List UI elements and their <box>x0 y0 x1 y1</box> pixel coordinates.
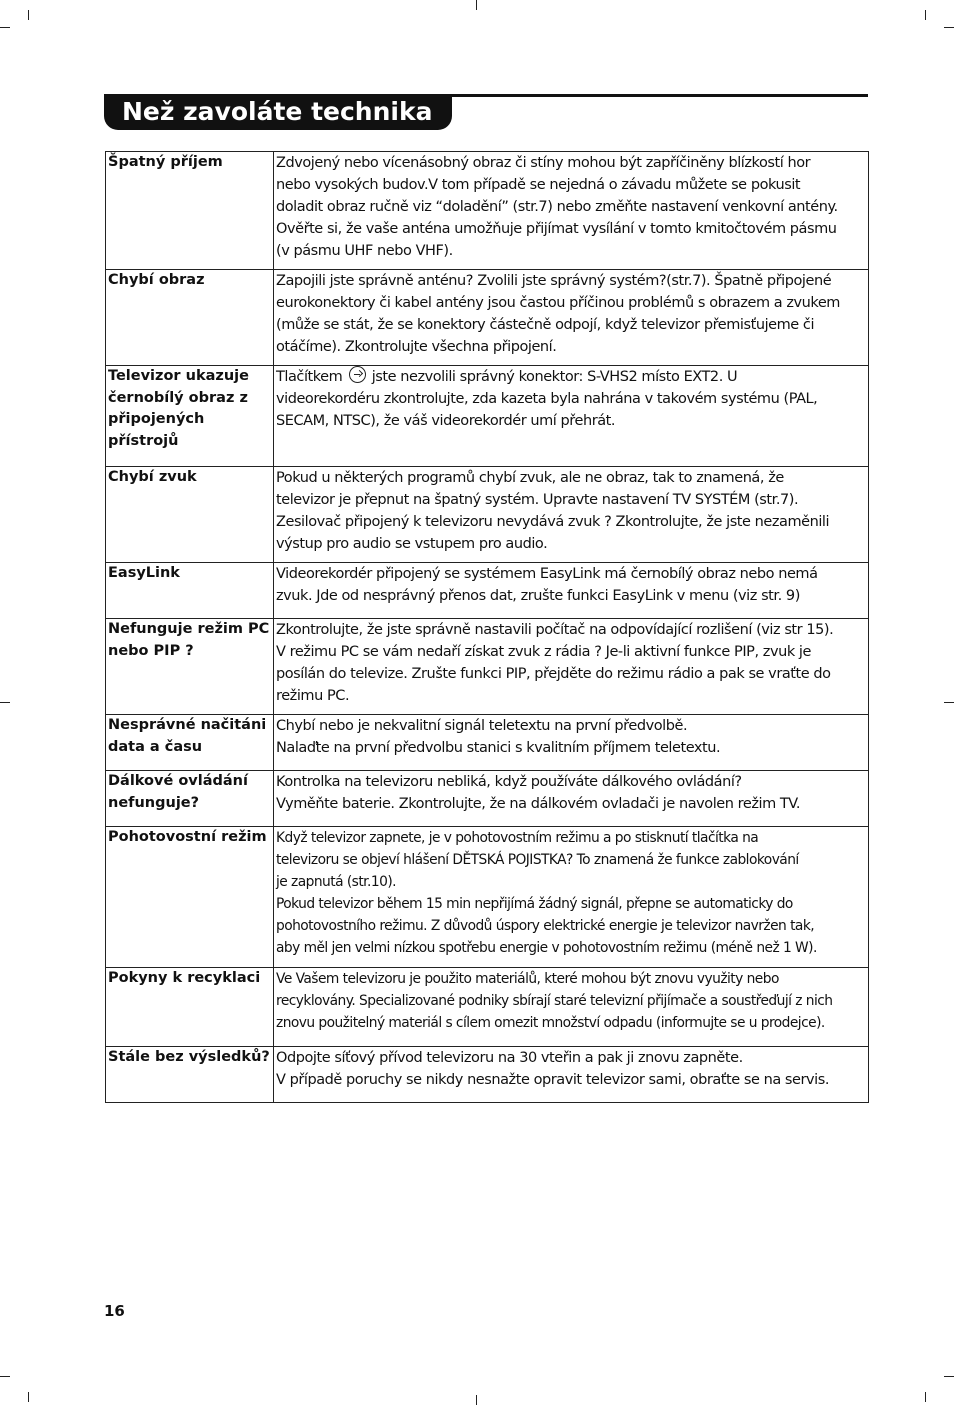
problem-label: Pokyny k recyklaci <box>106 968 274 1047</box>
problem-label: Nefunguje režim PC nebo PIP ? <box>106 619 274 715</box>
solution-line: V režimu PC se vám nedaří získat zvuk z rádia ? Je-li aktivní funkce PIP, zvuk je <box>276 644 811 660</box>
solution-line: pohotovostního režimu. Z důvodů úspory elektrické energie je televizor navržen tak, <box>276 918 815 934</box>
table-row <box>106 619 869 715</box>
solution-line: Pokud televizor během 15 min nepřijímá žádný signál, přepne se automaticky do <box>276 896 793 912</box>
page-title: Než zavoláte technika <box>104 94 452 130</box>
crop-mark <box>0 702 10 703</box>
solution-line: Odpojte síťový přívod televizoru na 30 vteřin a pak ji znovu zapněte. <box>276 1050 743 1066</box>
solution-text <box>274 715 869 771</box>
solution-line: Pokud u některých programů chybí zvuk, ale ne obraz, tak to znamená, že <box>276 470 784 486</box>
solution-line: Vyměňte baterie. Zkontrolujte, že na dálkovém ovladači je navolen režim TV. <box>276 796 801 812</box>
crop-mark <box>925 10 926 20</box>
solution-line: (může se stát, že se konektory částečně odpojí, když televizor přemisťujeme či <box>276 317 815 333</box>
problem-label: Chybí zvuk <box>106 467 274 563</box>
problem-label: Pohotovostní režim <box>106 827 274 968</box>
solution-text <box>274 366 869 467</box>
problem-label: Špatný příjem <box>106 152 274 270</box>
solution-line: Zapojili jste správně anténu? Zvolili jste správný systém?(str.7). Špatně připojené <box>276 273 832 289</box>
solution-text <box>274 270 869 366</box>
solution-line: (v pásmu UHF nebo VHF). <box>276 243 453 259</box>
solution-line: Nalaďte na první předvolbu stanici s kvalitním příjmem teletextu. <box>276 740 721 756</box>
crop-mark <box>476 0 477 10</box>
problem-label: Chybí obraz <box>106 270 274 366</box>
table-row <box>106 715 869 771</box>
solution-line: televizoru se objeví hlášení DĚTSKÁ POJISTKA? To znamená že funkce zablokování <box>276 852 799 868</box>
solution-line: eurokonektory či kabel antény jsou častou příčinou problémů s obrazem a zvukem <box>276 295 840 311</box>
solution-text <box>274 1047 869 1103</box>
solution-line: režimu PC. <box>276 688 350 704</box>
solution-line: je zapnutá (str.10). <box>276 874 396 890</box>
solution-text <box>274 152 869 270</box>
solution-line: videorekordéru zkontrolujte, zda kazeta byla nahrána v takovém systému (PAL, <box>276 391 818 407</box>
crop-mark <box>28 1392 29 1402</box>
solution-line: Zdvojený nebo vícenásobný obraz či stíny mohou být zapříčiněny blízkostí hor <box>276 155 811 171</box>
solution-line: Kontrolka na televizoru nebliká, když používáte dálkového ovládání? <box>276 774 742 790</box>
table-row <box>106 1047 869 1103</box>
table-row <box>106 467 869 563</box>
solution-text <box>274 467 869 563</box>
solution-line: aby měl jen velmi nízkou spotřebu energie v pohotovostním režimu (méně než 1 W). <box>276 940 817 956</box>
table-row <box>106 827 869 968</box>
solution-line <box>276 366 866 388</box>
solution-line: Zkontrolujte, že jste správně nastavili počítač na odpovídající rozlišení (viz str 15). <box>276 622 834 638</box>
problem-label: Stále bez výsledků? <box>106 1047 274 1103</box>
table-row <box>106 968 869 1047</box>
solution-text <box>274 968 869 1047</box>
solution-line: Ve Vašem televizoru je použito materiálů, které mohou být znovu využity nebo <box>276 971 779 987</box>
crop-mark <box>28 10 29 20</box>
table-row <box>106 771 869 827</box>
table-row <box>106 270 869 366</box>
problem-label: Nesprávné načitáni data a času <box>106 715 274 771</box>
table-row <box>106 366 869 467</box>
crop-mark <box>0 1376 10 1377</box>
problem-label: EasyLink <box>106 563 274 619</box>
crop-mark <box>0 27 10 28</box>
table-row <box>106 563 869 619</box>
solution-line: SECAM, NTSC), že váš videorekordér umí přehrát. <box>276 413 616 429</box>
crop-mark <box>944 702 954 703</box>
problem-label: Dálkové ovládání nefunguje? <box>106 771 274 827</box>
solution-fragment: jste nezvolili správný konektor: S-VHS2 místo EXT2. U <box>371 369 738 385</box>
solution-line: recyklovány. Specializované podniky sbírají staré televizní přijímače a soustřeďují z nich <box>276 993 833 1009</box>
crop-mark <box>925 1392 926 1402</box>
source-select-icon <box>349 366 366 383</box>
page-header <box>104 94 868 130</box>
solution-line: posílán do televize. Zrušte funkci PIP, přejděte do režimu rádio a pak se vraťte do <box>276 666 831 682</box>
solution-text <box>274 771 869 827</box>
table-row <box>106 152 869 270</box>
solution-line: V případě poruchy se nikdy nesnažte opravit televizor sami, obraťte se na servis. <box>276 1072 829 1088</box>
solution-text <box>274 619 869 715</box>
solution-fragment: Tlačítkem <box>276 369 343 385</box>
solution-line: Chybí nebo je nekvalitní signál teletextu na první předvolbě. <box>276 718 688 734</box>
crop-mark <box>944 27 954 28</box>
solution-line: výstup pro audio se vstupem pro audio. <box>276 536 548 552</box>
solution-text <box>274 563 869 619</box>
crop-mark <box>944 1376 954 1377</box>
solution-line: otáčíme). Zkontrolujte všechna připojení. <box>276 339 557 355</box>
solution-line: doladit obraz ručně viz “doladění” (str.7) nebo změňte nastavení venkovní antény. <box>276 199 838 215</box>
solution-text <box>274 827 869 968</box>
crop-mark <box>476 1395 477 1405</box>
page-number: 16 <box>104 1302 125 1320</box>
solution-line: nebo vysokých budov.V tom případě se nejedná o závadu můžete se pokusit <box>276 177 801 193</box>
solution-line: Videorekordér připojený se systémem EasyLink má černobílý obraz nebo nemá <box>276 566 818 582</box>
solution-line: znovu použitelný materiál s cílem omezit množství odpadu (informujte se u prodejce). <box>276 1015 825 1031</box>
solution-line: televizor je přepnut na špatný systém. Upravte nastavení TV SYSTÉM (str.7). <box>276 492 799 508</box>
solution-line: Zesilovač připojený k televizoru nevydává zvuk ? Zkontrolujte, že jste nezaměnili <box>276 514 830 530</box>
troubleshooting-table <box>105 151 869 1103</box>
problem-label: Televizor ukazuje černobílý obraz z připojených přístrojů <box>106 366 274 467</box>
solution-line: zvuk. Jde od nesprávný přenos dat, zrušte funkci EasyLink v menu (viz str. 9) <box>276 588 800 604</box>
solution-line: Když televizor zapnete, je v pohotovostním režimu a po stisknutí tlačítka na <box>276 830 759 846</box>
solution-line: Ověřte si, že vaše anténa umožňuje přijímat vysílání v tomto kmitočtovém pásmu <box>276 221 837 237</box>
